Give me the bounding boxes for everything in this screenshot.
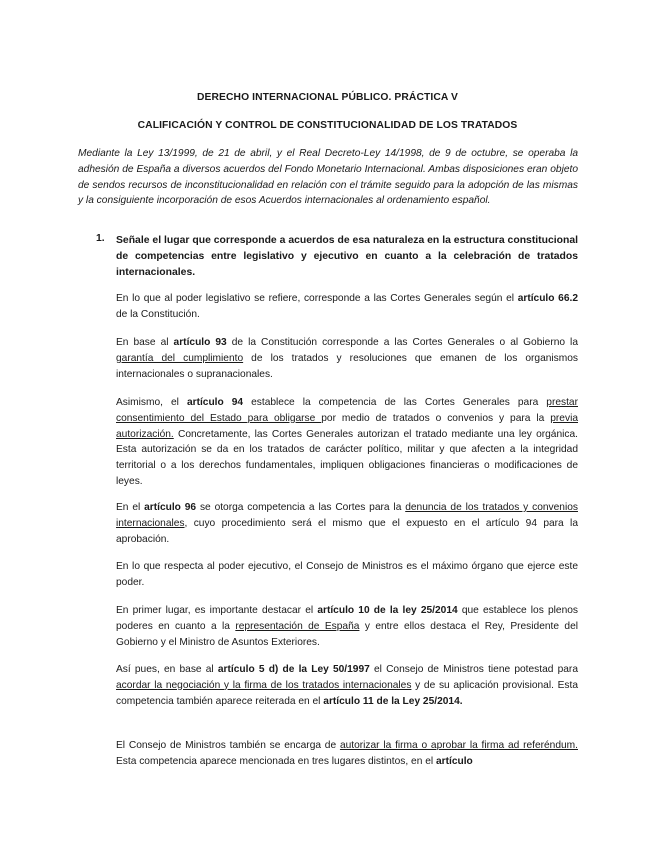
paragraph-ley-50-1997: Así pues, en base al artículo 5 d) de la Ley 50/1997 el Consejo de Ministros tiene potestad para acordar la negociación y la firma de los tratados internacionales y de su aplicación provisional. Esta competencia también aparece reiterada en el artículo 11 de la Ley 25/2014. <box>116 664 578 707</box>
paragraph-article-96: En el artículo 96 se otorga competencia a las Cortes para la denuncia de los tratados y convenios internacionales, cuyo procedimiento será el mismo que el expuesto en el artículo 94 para la aprobación. <box>116 502 578 545</box>
paragraph-ley-25-2014: En primer lugar, es importante destacar el artículo 10 de la ley 25/2014 que establece los plenos poderes en cuanto a la representación de España y entre ellos destaca el Rey, Presidente del Gobierno y el Ministro de Asuntos Exteriores. <box>116 605 579 648</box>
paragraph-article-94: Asimismo, el artículo 94 establece la competencia de las Cortes Generales para prestar consentimiento del Estado para obligarse por medio de tratados o convenios y para la previa autorización. Concretamente, las Cortes Generales autorizan el tratado mediante una ley orgánica. Esta autorización se da en los tratados de carácter político, militar y que afecten a la integridad territorial o a los derechos fundamentales, impliquen obligaciones financieras o modificaciones de leyes. <box>116 397 578 487</box>
intro-paragraph: Mediante la Ley 13/1999, de 21 de abril, y el Real Decreto-Ley 14/1998, de 9 de octubre, se operaba la adhesión de España a diversos acuerdos del Fondo Monetario Internacional. Ambas disposiciones eran objeto de sendos recursos de inconstitucionalidad en relación con el trámite seguido para la adopción de las mismas y la consiguiente incorporación de esos Acuerdos internacionales al ordenamiento español. <box>78 148 578 207</box>
document-subtitle: CALIFICACIÓN Y CONTROL DE CONSTITUCIONALIDAD DE LOS TRATADOS <box>137 120 518 131</box>
question-number: 1. <box>96 233 105 244</box>
paragraph-firma: El Consejo de Ministros también se encarga de autorizar la firma o aprobar la firma ad referéndum. Esta competencia aparece mencionada en tres lugares distintos, en el artículo <box>116 740 578 767</box>
paragraph-article-93: En base al artículo 93 de la Constitución corresponde a las Cortes Generales o al Gobierno la garantía del cumplimiento de los tratados y resoluciones que emanen de los organismos internacionales o supranacionales. <box>116 337 579 380</box>
paragraph-executive: En lo que respecta al poder ejecutivo, el Consejo de Ministros es el máximo órgano que ejerce este poder. <box>116 561 578 588</box>
question-text: Señale el lugar que corresponde a acuerdos de esa naturaleza en la estructura constitucional de competencias entre legislativo y ejecutivo en cuanto a la celebración de tratados internacionales. <box>116 235 578 278</box>
paragraph-legislative: En lo que al poder legislativo se refiere, corresponde a las Cortes Generales según el artículo 66.2 de la Constitución. <box>116 293 578 320</box>
document-title: DERECHO INTERNACIONAL PÚBLICO. PRÁCTICA V <box>197 92 458 103</box>
